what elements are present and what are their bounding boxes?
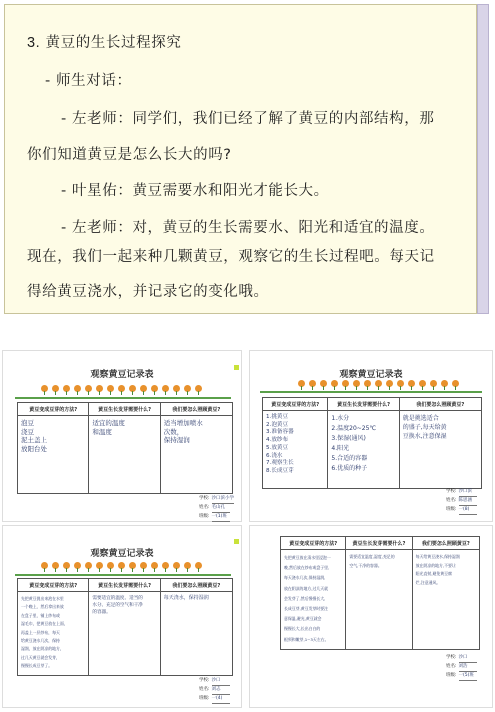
flower-icon — [173, 562, 180, 569]
flower-icon — [162, 385, 169, 392]
handwritten-answer: 先把黄豆挑出来泡在水里 一个晚上，然后拿出来放 在盘子里，铺上纱布或 湿毛巾，把黄豆放在上面， 再盖上一层纱布，每天 给黄豆浇水几次，保持 湿润，放在阴凉的地方， 过几天黄豆就会发芽， 慢慢长成豆芽了。 — [21, 596, 68, 669]
info-label: 班级: — [199, 514, 210, 519]
handwritten-answer: 1.挑黄豆 2.泡黄豆 3.准备容器 4.放纱布 5.放黄豆 6.浇水 7.观察生长 8.长成豆芽 — [266, 414, 294, 474]
flower-icon — [309, 380, 316, 387]
info-value: 沙口滨小学 — [212, 495, 235, 504]
info-label: 学校: — [446, 489, 457, 494]
column-header: 黄豆变成豆芽的方法? — [18, 579, 88, 592]
sheet-title: 观察黄豆记录表 — [90, 370, 154, 380]
flower-icon — [140, 562, 147, 569]
info-value: 一(5)班 — [459, 672, 477, 681]
flower-icon — [96, 562, 103, 569]
info-label: 班级: — [446, 507, 457, 512]
flower-icon — [151, 385, 158, 392]
flower-icon — [74, 385, 81, 392]
table-column — [161, 403, 232, 493]
info-label: 姓名: — [446, 498, 457, 503]
flower-icon — [63, 385, 70, 392]
info-value: 沙口 — [212, 677, 230, 686]
grass-line — [15, 574, 231, 576]
handwritten-answer: 需要适宜温度,湿度,充足的 空气,干净的容器。 — [349, 554, 395, 568]
flower-icon — [298, 380, 305, 387]
flower-icon — [129, 562, 136, 569]
flower-icon — [118, 562, 125, 569]
handwritten-answer: 适当增加喷水 次数， 保持湿润 — [163, 419, 203, 445]
flower-icon — [184, 562, 191, 569]
info-label: 姓名: — [446, 664, 457, 669]
panel-side-rail — [477, 4, 489, 314]
handwritten-answer: 需要适宜的温度、适当的 水分、充足的空气和干净 的容器。 — [92, 596, 143, 615]
flower-icon — [430, 380, 437, 387]
column-header: 黄豆变成豆芽的方法? — [281, 537, 345, 550]
dialogue-subheading: - 师生对话： — [45, 73, 132, 89]
info-value: 一(8) — [459, 506, 477, 515]
column-header: 我们要怎么照顾黄豆? — [413, 537, 479, 550]
table-column — [281, 537, 346, 649]
flower-icon — [331, 380, 338, 387]
flower-icon — [386, 380, 393, 387]
flower-icon — [184, 385, 191, 392]
dialogue-line-6: 得给黄豆浇水，并记录它的变化哦。 — [27, 284, 269, 300]
handwritten-answer: 就是挑选适合 的盛子,每天给黄 豆换水,注意保湿 — [402, 415, 447, 440]
flower-icon — [353, 380, 360, 387]
info-value: 刘浩 — [459, 663, 477, 672]
column-header: 黄豆变成豆芽的方法? — [18, 403, 88, 416]
flower-icon — [397, 380, 404, 387]
table-column — [346, 537, 412, 649]
column-header: 黄豆生长发芽需要什么? — [89, 579, 159, 592]
flower-icon — [375, 380, 382, 387]
table-column — [18, 403, 89, 493]
table-column — [413, 537, 479, 649]
student-info — [199, 677, 230, 704]
dialogue-line-2: 你们知道黄豆是怎么长大的吗? — [27, 147, 232, 163]
handwritten-answer: 适宜的温度 和温度 — [92, 419, 125, 436]
info-value: 沙口 — [459, 654, 477, 663]
heading-number: 3. — [27, 35, 41, 51]
column-header: 我们要怎么照顾黄豆? — [161, 403, 232, 416]
flower-icon — [364, 380, 371, 387]
flower-icon — [52, 385, 59, 392]
record-sheet-4 — [249, 525, 493, 708]
info-label: 学校: — [199, 496, 210, 501]
section-heading — [27, 31, 181, 52]
dialogue-panel — [4, 4, 477, 314]
flower-icon — [107, 385, 114, 392]
record-table — [262, 397, 482, 489]
info-value: 一(4) — [212, 695, 230, 704]
flower-icon — [63, 562, 70, 569]
table-column — [161, 579, 232, 675]
flower-icon — [195, 385, 202, 392]
student-info — [446, 654, 477, 681]
column-header: 黄豆生长发芽需要什么? — [346, 537, 411, 550]
flower-icon — [452, 380, 459, 387]
flower-icon — [96, 385, 103, 392]
flower-icon — [320, 380, 327, 387]
grass-line — [15, 397, 231, 399]
column-header: 我们要怎么照顾黄豆? — [400, 398, 481, 411]
dialogue-line-4: - 左老师：对，黄豆的生长需要水、阳光和适宜的温度。 — [61, 220, 435, 236]
info-value: 陈思涵 — [459, 497, 477, 506]
record-sheet-3 — [2, 525, 242, 708]
flower-icon — [41, 562, 48, 569]
flower-border — [298, 380, 459, 387]
column-header: 黄豆生长发芽需要什么? — [328, 398, 398, 411]
flower-icon — [441, 380, 448, 387]
table-column — [18, 579, 89, 675]
tape-mark — [234, 539, 239, 544]
record-sheet-2 — [249, 350, 493, 522]
table-column — [89, 579, 160, 675]
dialogue-line-5: 现在，我们一起来种几颗黄豆，观察它的生长过程吧。每天记 — [27, 249, 435, 265]
handwritten-answer: 每天浇水，保持湿润 — [163, 595, 209, 601]
info-label: 班级: — [446, 673, 457, 678]
info-label: 姓名: — [199, 505, 210, 510]
table-column — [89, 403, 160, 493]
table-column — [263, 398, 328, 488]
flower-icon — [408, 380, 415, 387]
dialogue-line-3: - 叶星佑：黄豆需要水和阳光才能长大。 — [61, 183, 329, 199]
flower-icon — [195, 562, 202, 569]
info-value: 一(1)班 — [212, 513, 230, 522]
tape-mark — [234, 365, 239, 370]
flower-border — [41, 562, 202, 569]
record-sheet-collage — [0, 345, 495, 712]
info-label: 学校: — [446, 655, 457, 660]
info-value: 沙口滨 — [459, 488, 477, 497]
flower-icon — [151, 562, 158, 569]
record-table — [280, 536, 480, 650]
heading-text: 黄豆的生长过程探究 — [45, 35, 182, 51]
info-label: 学校: — [199, 678, 210, 683]
flower-icon — [129, 385, 136, 392]
table-column — [328, 398, 399, 488]
record-table — [17, 402, 233, 494]
info-label: 姓名: — [199, 687, 210, 692]
sheet-title: 观察黄豆记录表 — [339, 370, 403, 380]
table-column — [400, 398, 481, 488]
sheet-title: 观察黄豆记录表 — [90, 549, 154, 559]
flower-icon — [41, 385, 48, 392]
grass-line — [260, 391, 482, 393]
flower-icon — [173, 385, 180, 392]
student-info — [199, 495, 234, 522]
flower-icon — [419, 380, 426, 387]
column-header: 我们要怎么照顾黄豆? — [161, 579, 232, 592]
flower-icon — [85, 562, 92, 569]
dialogue-line-1: - 左老师：同学们，我们已经了解了黄豆的内部结构，那 — [61, 111, 435, 127]
handwritten-answer: 泡豆 浇豆 泥土盖上 放阳台处 — [21, 419, 47, 453]
handwritten-answer: 1.水分 2.温度20~25℃ 3.保湿(通风) 4.阳光 5.合适的容器 6.优质的种子 — [331, 415, 377, 472]
flower-border — [41, 385, 202, 392]
column-header: 黄豆变成豆芽的方法? — [263, 398, 327, 411]
handwritten-answer: 每天给黄豆浇水,保持湿润 放在阴凉的地方,不要让 阳光直射,避免黄豆腐 烂,注意通风。 — [415, 554, 460, 585]
student-info — [446, 488, 477, 515]
info-label: 班级: — [199, 696, 210, 701]
flower-icon — [74, 562, 81, 569]
record-sheet-1 — [2, 350, 242, 522]
flower-icon — [162, 562, 169, 569]
flower-icon — [85, 385, 92, 392]
column-header: 黄豆生长发芽需要什么? — [89, 403, 159, 416]
flower-icon — [118, 385, 125, 392]
handwritten-answer: 先把黄豆放在清水里浸泡一 晚,然后放在纱布或盘子里, 每天浇水几次,保持湿润, 放在阴凉的地方,过几天就 会发芽了,然后慢慢长大, 长成豆芽,黄豆发芽时要注 意保温,避光,黄豆就会 慢慢长大,长出白白的 根须和嫩芽,1~3天左右。 — [284, 555, 331, 642]
info-value: 毛山孔 — [212, 504, 230, 513]
info-value: 刘志 — [212, 686, 230, 695]
flower-icon — [52, 562, 59, 569]
flower-icon — [140, 385, 147, 392]
record-table — [17, 578, 233, 676]
flower-icon — [107, 562, 114, 569]
flower-icon — [342, 380, 349, 387]
